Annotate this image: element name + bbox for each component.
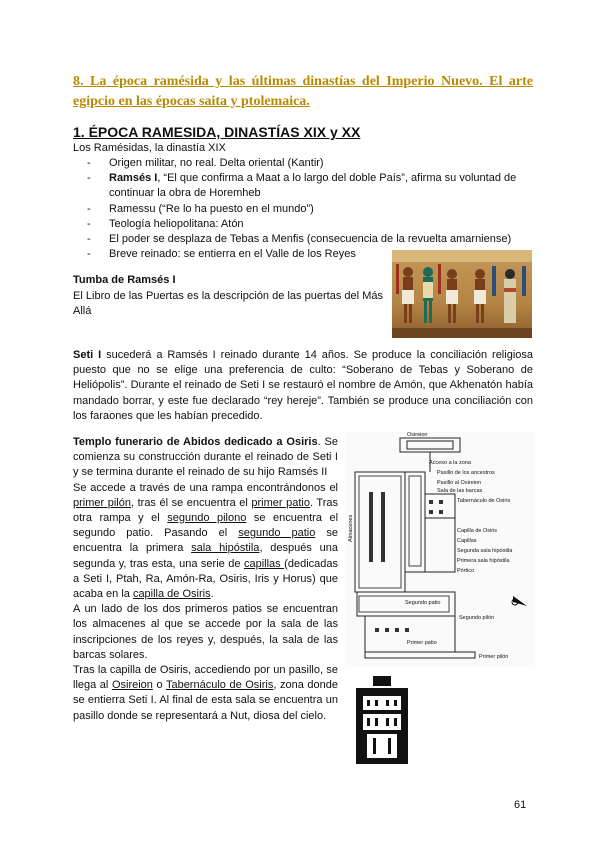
- plan-label-primer-patio: Primer patio: [407, 640, 437, 646]
- list-item: - El poder se desplaza de Tebas a Menfis (consecuencia de la revuelta amarniense): [87, 233, 512, 246]
- intro-line: Los Ramésidas, la dinastía XIX: [73, 142, 226, 154]
- plan-label-almacenes: Almacenes: [348, 514, 354, 542]
- tomb-painting-image: [392, 250, 532, 338]
- feature-list: [73, 156, 533, 262]
- plan-label-pasillo-osireion: Pasillo al Osireion: [437, 480, 482, 486]
- plan-label-capilla-osiris: Capilla de Osiris: [457, 528, 498, 534]
- templo-intro: Templo funerario de Abidos dedicado a Osiris. Se comienza su construcción durante el reinado de Seti I y se termina durante el reinado de su hijo Ramsés II: [73, 436, 338, 479]
- compass-icon: [512, 596, 527, 606]
- plan-label-segundo-patio: Segundo patio: [405, 600, 441, 606]
- tomb-text: El Libro de las Puertas es la descripción de las puertas del Más Allá: [73, 290, 383, 318]
- plan-label-portico: Pórtico: [457, 568, 475, 574]
- templo-storage: A un lado de los dos primeros patios se encuentran los almacenes al que se accede por la sala de las inscripciones de los reyes y, después, la sala de las barcas solares.: [73, 603, 338, 661]
- list-item: - Ramsés I, “El que confirma a Maat a lo largo del doble País”, afirma su voluntad de continuar la obra de Horemheb: [87, 172, 517, 200]
- temple-plan-small: [353, 676, 411, 766]
- plan-label-osireion: Osireion: [407, 432, 428, 438]
- plan-label-sala-barcas: Sala de las barcas: [437, 488, 483, 494]
- temple-floor-plan: [345, 432, 535, 667]
- page-number: 61: [514, 799, 527, 811]
- list-item: - Teología heliopolitana: Atón: [87, 217, 244, 230]
- list-item: - Ramessu (“Re lo ha puesto en el mundo”): [87, 202, 314, 215]
- plan-label-primer-pilon: Primer pilón: [479, 654, 509, 660]
- seti-paragraph: Seti I sucederá a Ramsés I reinado durante 14 años. Se produce la conciliación religiosa puesto que no se elige una preferencia de culto: “Soberano de Tebas y Soberano de Heliópolis”. Durante el reinado de Seti I se restauró el nombre de Amón, que Akhenatón había mandado borrar, y este fue declarado “rey hereje”. También se produce una conciliación con los faraones que les habían precedido.: [73, 349, 533, 422]
- templo-access: Se accede a través de una rampa encontrándonos el primer pilón, tras él se encuentra el primer patio. Tras otra rampa y el segundo pilono se encuentra el segundo patio. Pasando el segundo patio se encuentra la primera sala hipóstila, después una segunda y, tras esta, una serie de capillas (dedicadas a Seti I, Ptah, Ra, Amón-Ra, Osiris, Iris y Horus) que acaba en la capilla de Osiris.: [73, 481, 339, 601]
- tomb-heading: Tumba de Ramsés I: [73, 274, 176, 286]
- plan-label-segundo-pilon: Segundo pilón: [459, 615, 495, 621]
- plan-label-segunda-hipostila: Segunda sala hipóstila: [457, 548, 513, 554]
- plan-label-tabernaculo: Tabernáculo de Osiris: [457, 498, 511, 504]
- chapter-title: 8. La época ramésida y las últimas dinastías del Imperio Nuevo. El arte egipcio en las épocas saita y ptolemaica.: [73, 74, 533, 109]
- plan-label-pasillo-ancestros: Pasillo de los ancestros: [437, 470, 495, 476]
- plan-label-capillas: Capillas: [457, 538, 477, 544]
- plan-label-acceso: Acceso a la zona: [429, 460, 471, 466]
- list-item: - Breve reinado: se entierra en el Valle de los Reyes: [87, 248, 356, 261]
- templo-section: [73, 435, 338, 724]
- templo-osireion: Tras la capilla de Osiris, accediendo por un pasillo, se llega al Osireion o Tabernáculo de Osiris, zona donde se entierra Seti I. Al final de esta sala se encuentra un pasillo donde se representará a Nut, diosa del cielo.: [73, 664, 338, 722]
- section-heading: 1. ÉPOCA RAMESIDA, DINASTÍAS XIX y XX: [73, 124, 361, 140]
- list-item: - Origen militar, no real. Delta oriental (Kantir): [87, 157, 324, 169]
- plan-label-primera-hipostila: Primera sala hipóstila: [457, 558, 510, 564]
